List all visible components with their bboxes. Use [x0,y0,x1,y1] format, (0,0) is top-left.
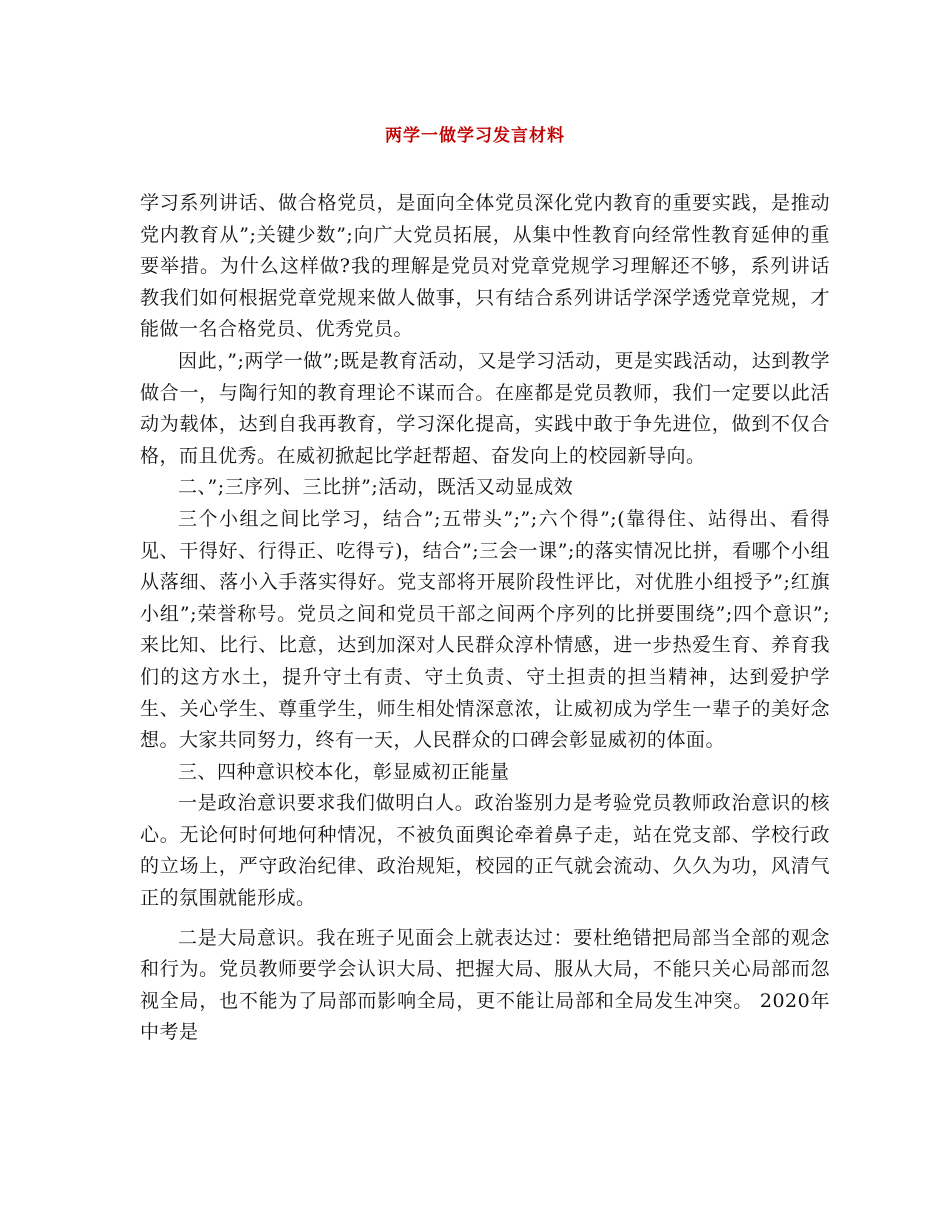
paragraph-political-awareness: 一是政治意识要求我们做明白人。政治鉴别力是考验党员教师政治意识的核心。无论何时何地何种情况，不被负面舆论牵着鼻子走，站在党支部、学校行政的立场上，严守政治纪律、政治规矩，校园的正气就会流动、久久为功，风清气正的氛围就能形成。 [140,792,830,910]
paragraph-three-groups: 三个小组之间比学习，结合”;五带头”;”;六个得”;(靠得住、站得出、看得见、干得好、行得正、吃得亏)，结合”;三会一课”;的落实情况比拼，看哪个小组从落细、落小入手落实得好。党支部将开展阶段性评比，对优胜小组授予”;红旗小组”;荣誉称号。党员之间和党员干部之间两个序列的比拼要围绕”;四个意识”;来比知、比行、比意，达到加深对人民群众淳朴情感，进一步热爱生育、养育我们的这方水土，提升守土有责、守土负责、守土担责的担当精神，达到爱护学生、关心学生、尊重学生，师生相处情深意浓，让威初成为学生一辈子的美好念想。大家共同努力，终有一天，人民群众的口碑会彰显威初的体面。 [140,507,830,752]
paragraph-overall-awareness: 二是大局意识。我在班子见面会上就表达过：要杜绝错把局部当全部的观念和行为。党员教师要学会认识大局、把握大局、服从大局，不能只关心局部而忽视全局，也不能为了局部而影响全局，更不能让局部和全局发生冲突。 2020年中考是 [140,926,830,1044]
paragraph-intro: 学习系列讲话、做合格党员，是面向全体党员深化党内教育的重要实践，是推动党内教育从”;关键少数”;向广大党员拓展，从集中性教育向经常性教育延伸的重要举措。为什么这样做?我的理解是党员对党章党规学习理解还不够，系列讲话教我们如何根据党章党规来做人做事，只有结合系列讲话学深学透党章党规，才能做一名合格党员、优秀党员。 [140,192,830,341]
section-heading-two: 二、”;三序列、三比拼”;活动，既活又动显成效 [178,476,574,499]
document-body [140,188,830,1049]
section-heading-three: 三、四种意识校本化，彰显威初正能量 [178,760,510,783]
page-title: 两学一做学习发言材料 [385,126,565,146]
paragraph-therefore: 因此，”;两学一做”;既是教育活动，又是学习活动，更是实践活动，达到教学做合一，与陶行知的教育理论不谋而合。在座都是党员教师，我们一定要以此活动为载体，达到自我再教育，学习深化提高，实践中敢于争先进位，做到不仅合格，而且优秀。在威初掀起比学赶帮超、奋发向上的校园新导向。 [140,349,830,467]
